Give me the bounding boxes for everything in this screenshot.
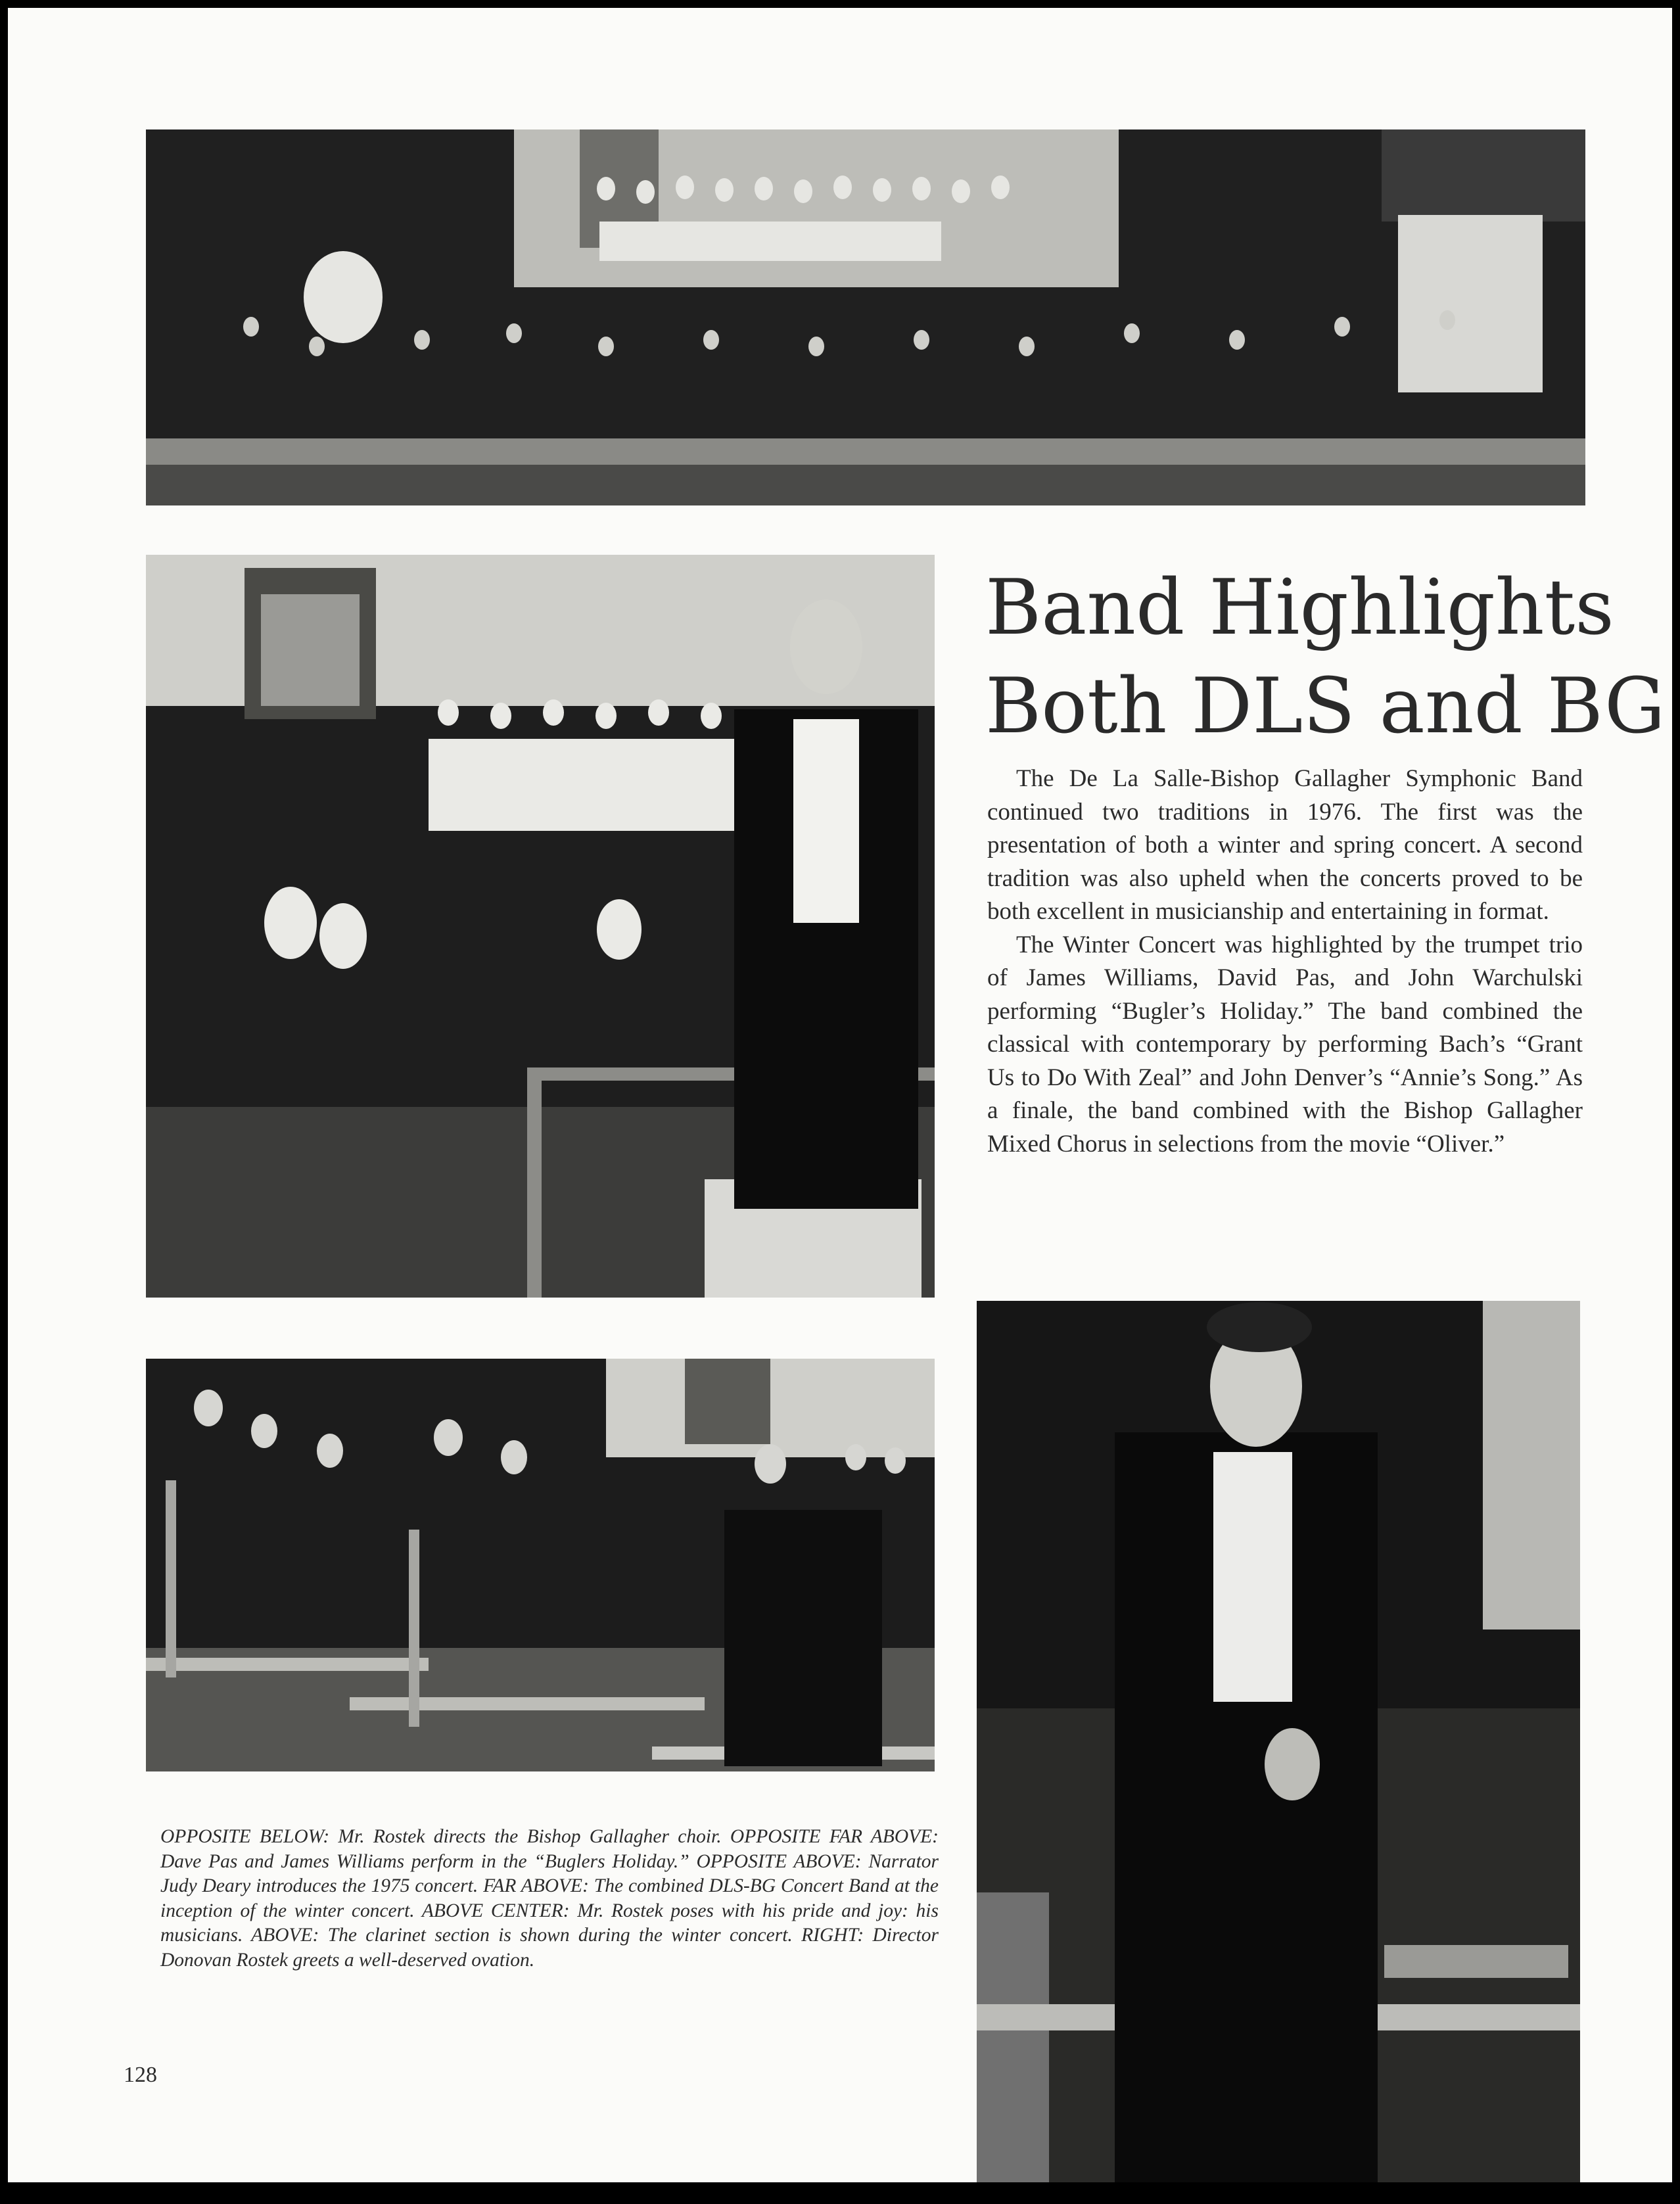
photo-director-with-musicians <box>146 555 935 1298</box>
headline <box>985 559 1666 756</box>
photo-combined-band <box>146 129 1585 505</box>
article-body <box>987 762 1583 1161</box>
page-number: 128 <box>124 2063 157 2087</box>
article-paragraph-2: The Winter Concert was highlighted by the trumpet trio of James Williams, David Pas, and John Warchulski performing “Bugler’s Holiday.” The band combined the classical with contemporary by performing Bach’s “Grant Us to Do With Zeal” and John Denver’s “Annie’s Song.” As a finale, the band combined with the Bishop Gallagher Mixed Chorus in selections from the movie “Oliver.” <box>987 931 1583 1158</box>
yearbook-page <box>8 8 1672 2182</box>
headline-line-2: Both DLS and BG <box>985 662 1666 751</box>
photo-clarinet-section <box>146 1359 935 1771</box>
headline-line-1: Band Highlights <box>985 563 1614 652</box>
photo-director-bowing <box>977 1301 1580 2182</box>
photo-caption: OPPOSITE BELOW: Mr. Rostek directs the Bishop Gallagher choir. OPPOSITE FAR ABOVE: Dave Pas and James Williams perform in the “Buglers Holiday.” OPPOSITE ABOVE: Narrator Judy Deary introduces the 1975 concert. FAR ABOVE: The combined DLS-BG Concert Band at the inception of the winter concert. ABOVE CENTER: Mr. Rostek poses with his pride and joy: his musicians. ABOVE: The clarinet section is shown during the winter concert. RIGHT: Director Donovan Rostek greets a well-deserved ovation. <box>160 1826 939 1971</box>
article-paragraph-1: The De La Salle-Bishop Gallagher Symphonic Band continued two traditions in 1976. The first was the presentation of both a winter and spring concert. A second tradition was also upheld when the concerts proved to be both excellent in musicianship and entertaining in format. <box>987 765 1583 925</box>
